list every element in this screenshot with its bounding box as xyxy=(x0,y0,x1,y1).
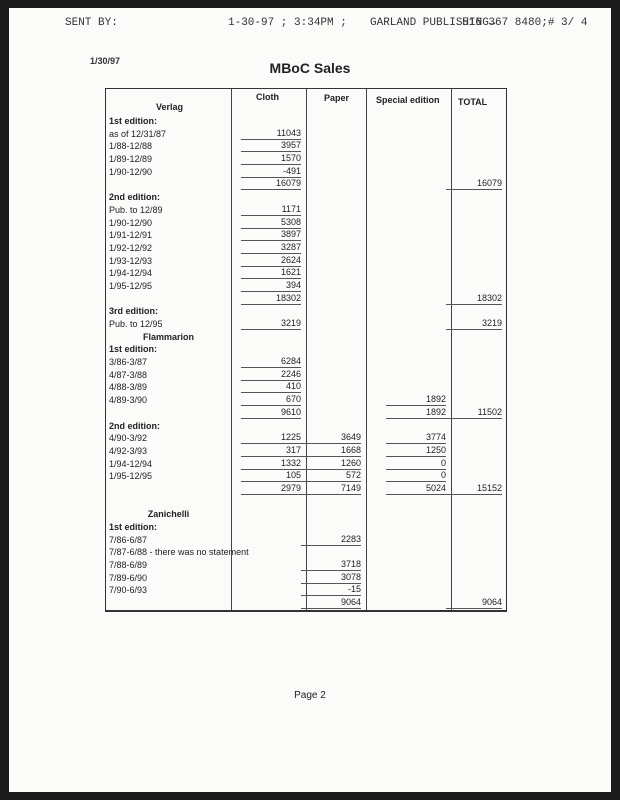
period-label: 1/92-12/92 xyxy=(109,242,153,253)
table-row xyxy=(106,496,506,509)
cloth-value: 1332 xyxy=(241,458,301,470)
fax-sent-by: SENT BY: xyxy=(65,17,118,29)
table-body xyxy=(106,115,506,610)
table-row xyxy=(106,267,506,280)
period-label: 4/87-3/88 xyxy=(109,369,148,380)
period-label: as of 12/31/87 xyxy=(109,128,167,139)
table-row xyxy=(106,217,506,230)
period-label: 4/88-3/89 xyxy=(109,382,148,393)
table-row xyxy=(106,432,506,445)
edition-label: 2nd edition: xyxy=(109,420,160,431)
table-row xyxy=(106,166,506,179)
cloth-value: 3219 xyxy=(241,318,301,330)
header-publisher: Verlag xyxy=(156,102,184,112)
table-row xyxy=(106,128,506,141)
table-row xyxy=(106,559,506,572)
header-total: TOTAL xyxy=(458,97,488,107)
table-row xyxy=(106,204,506,217)
paper-value: 1260 xyxy=(301,458,361,470)
table-row xyxy=(106,584,506,597)
special-value: 1892 xyxy=(386,407,446,419)
header-special: Special edition xyxy=(376,95,440,105)
table-row xyxy=(106,458,506,471)
total-value: 15152 xyxy=(446,483,502,495)
period-label: 1/93-12/93 xyxy=(109,255,153,266)
cloth-value: 5308 xyxy=(241,217,301,229)
table-row xyxy=(106,572,506,585)
cloth-value: 11043 xyxy=(241,128,301,140)
cloth-value: 2246 xyxy=(241,369,301,381)
period-label: 7/87-6/88 - there was no statement xyxy=(109,547,249,558)
document-date: 1/30/97 xyxy=(90,56,121,66)
period-label: 1/89-12/89 xyxy=(109,154,153,165)
period-label: 1/88-12/88 xyxy=(109,141,153,152)
cloth-value: 670 xyxy=(241,394,301,406)
table-row xyxy=(106,242,506,255)
special-value: 5024 xyxy=(386,483,446,495)
special-value: 0 xyxy=(386,458,446,470)
total-value: 9064 xyxy=(446,597,502,609)
paper-value: -15 xyxy=(301,584,361,596)
table-row xyxy=(106,521,506,534)
period-label: 4/92-3/93 xyxy=(109,445,148,456)
table-row xyxy=(106,305,506,318)
cloth-value: 2624 xyxy=(241,255,301,267)
period-label: 1/91-12/91 xyxy=(109,230,153,241)
cloth-value: 1570 xyxy=(241,153,301,165)
cloth-value: 2979 xyxy=(241,483,301,495)
cloth-value: 9610 xyxy=(241,407,301,419)
paper-value: 3078 xyxy=(301,572,361,584)
cloth-value: 6284 xyxy=(241,356,301,368)
cloth-value: -491 xyxy=(241,166,301,178)
table-row xyxy=(106,229,506,242)
period-label: 1/90-12/90 xyxy=(109,217,153,228)
table-row xyxy=(106,407,506,420)
cloth-value: 1621 xyxy=(241,267,301,279)
publisher-name: Flammarion xyxy=(142,331,194,342)
period-label: 1/95-12/95 xyxy=(109,471,153,482)
header-paper: Paper xyxy=(324,93,350,103)
paper-value: 7149 xyxy=(301,483,361,495)
period-label: 1/94-12/94 xyxy=(109,458,153,469)
table-row xyxy=(106,280,506,293)
special-value: 1250 xyxy=(386,445,446,457)
cloth-value: 394 xyxy=(241,280,301,292)
period-label: 7/88-6/89 xyxy=(109,560,148,571)
paper-value: 1668 xyxy=(301,445,361,457)
cloth-value: 3287 xyxy=(241,242,301,254)
table-row xyxy=(106,343,506,356)
edition-label: 3rd edition: xyxy=(109,306,158,317)
table-row xyxy=(106,420,506,433)
table-row xyxy=(106,318,506,331)
paper-value: 2283 xyxy=(301,534,361,546)
edition-label: 2nd edition: xyxy=(109,192,160,203)
period-label: 3/86-3/87 xyxy=(109,357,148,368)
period-label: 7/89-6/90 xyxy=(109,572,148,583)
table-row xyxy=(106,178,506,191)
table-row xyxy=(106,369,506,382)
table-row xyxy=(106,546,506,559)
fax-datetime: 1-30-97 ; 3:34PM ; xyxy=(228,17,347,29)
period-label: Pub. to 12/89 xyxy=(109,204,163,215)
table-row xyxy=(106,597,506,610)
table-row xyxy=(106,508,506,521)
special-value: 1892 xyxy=(386,394,446,406)
fax-sender: GARLAND PUBLISHING→ xyxy=(370,17,496,29)
cloth-value: 1225 xyxy=(241,432,301,444)
paper-value: 9064 xyxy=(301,597,361,609)
table-row xyxy=(106,255,506,268)
page-number: Page 2 xyxy=(294,690,326,701)
period-label: 1/94-12/94 xyxy=(109,268,153,279)
paper-value: 3649 xyxy=(301,432,361,444)
total-value: 16079 xyxy=(446,178,502,190)
period-label: 4/89-3/90 xyxy=(109,395,148,406)
period-label: 7/90-6/93 xyxy=(109,585,148,596)
edition-label: 1st edition: xyxy=(109,522,158,532)
publisher-name: Zanichelli xyxy=(147,509,190,520)
cloth-value: 3957 xyxy=(241,140,301,152)
special-value: 0 xyxy=(386,470,446,482)
table-row xyxy=(106,534,506,547)
total-value: 11502 xyxy=(446,407,502,419)
cloth-value: 18302 xyxy=(241,293,301,305)
period-label: Pub. to 12/95 xyxy=(109,319,163,329)
cloth-value: 1171 xyxy=(241,204,301,216)
cloth-value: 105 xyxy=(241,470,301,482)
edition-label: 1st edition: xyxy=(109,116,158,126)
table-row xyxy=(106,483,506,496)
cloth-value: 16079 xyxy=(241,178,301,190)
fax-number: 516 367 8480;# 3/ 4 xyxy=(462,17,588,29)
cloth-value: 317 xyxy=(241,445,301,457)
special-value: 3774 xyxy=(386,432,446,444)
table-row xyxy=(106,140,506,153)
cloth-value: 3897 xyxy=(241,229,301,241)
table-row xyxy=(106,115,506,128)
period-label: 1/90-12/90 xyxy=(109,166,153,177)
table-row xyxy=(106,331,506,344)
table-row xyxy=(106,153,506,166)
period-label: 4/90-3/92 xyxy=(109,433,148,444)
table-header xyxy=(106,89,506,115)
period-label: 1/95-12/95 xyxy=(109,280,153,291)
header-cloth: Cloth xyxy=(256,92,279,102)
document-title: MBoC Sales xyxy=(269,60,351,76)
paper-value: 3718 xyxy=(301,559,361,571)
table-row xyxy=(106,381,506,394)
sales-table xyxy=(105,88,507,612)
table-row xyxy=(106,191,506,204)
table-row xyxy=(106,356,506,369)
table-row xyxy=(106,394,506,407)
table-row xyxy=(106,445,506,458)
edition-label: 1st edition: xyxy=(109,344,158,355)
paper-value: 572 xyxy=(301,470,361,482)
total-value: 18302 xyxy=(446,293,502,305)
total-value: 3219 xyxy=(446,318,502,330)
period-label: 7/86-6/87 xyxy=(109,534,148,545)
table-row xyxy=(106,293,506,306)
cloth-value: 410 xyxy=(241,381,301,393)
table-row xyxy=(106,470,506,483)
